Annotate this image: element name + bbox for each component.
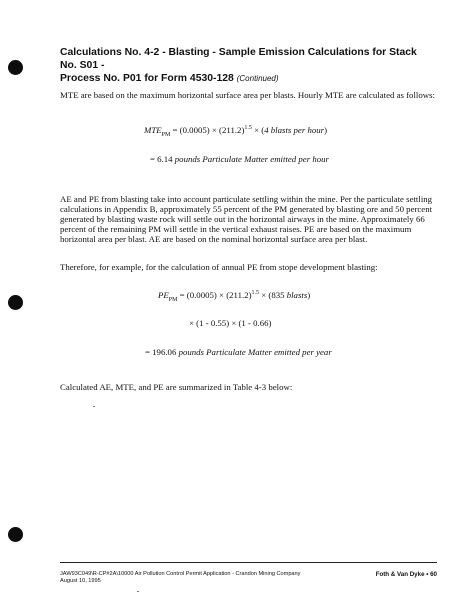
calculation-heading: [60, 46, 430, 85]
eq1-close: ): [324, 125, 327, 135]
eq1-lhs-sub: PM: [161, 131, 171, 138]
equation-pe-result: [145, 347, 332, 357]
footer-line-1: [60, 571, 300, 578]
paragraph-summary: Calculated AE, MTE, and PE are summarized in Table 4-3 below:: [60, 382, 293, 392]
eq1-exponent: 1.5: [244, 125, 252, 132]
eq2-result-value: = 196.06: [145, 347, 177, 357]
stray-mark: [93, 406, 95, 407]
heading-line-1: Calculations No. 4-2 - Blasting - Sample Emission Calculations for Stack No. S01 -: [60, 47, 417, 71]
paragraph-mte-basis: MTE are based on the maximum horizontal surface area per blasts. Hourly MTE are calculated as follows:: [60, 90, 435, 100]
eq2-lhs: PE: [158, 290, 169, 300]
eq1-result-units: pounds Particulate Matter emitted per hour: [174, 154, 329, 164]
heading-line-2: [60, 72, 430, 85]
footer-left: [60, 571, 300, 585]
eq1-body-b: × (: [251, 125, 265, 135]
binder-hole-middle: [8, 295, 23, 310]
eq1-result-value: = 6.14: [150, 154, 173, 164]
eq1-body-a: = (0.0005) × (211.2): [170, 125, 245, 135]
eq2-exponent: 1.5: [251, 290, 260, 297]
paragraph-example-intro: Therefore, for example, for the calculation of annual PE from stope development blasting:: [60, 262, 378, 272]
footer-page-credit: Foth & Van Dyke • 60: [375, 571, 437, 578]
eq2-body-a: = (0.0005) × (211.2): [177, 290, 252, 300]
equation-mte: [144, 125, 327, 138]
footer-rule: [60, 562, 437, 563]
footer-doc-title: Air Pollution Control Permit Application - Crandon Mining Company: [134, 571, 301, 577]
eq1-term: 4 blasts per hour: [264, 125, 325, 135]
binder-hole-top: [8, 60, 23, 75]
eq2-close: ): [307, 290, 311, 300]
footer-date: August 10, 1995: [60, 578, 101, 584]
stray-mark-bottom: [137, 591, 139, 592]
eq1-lhs: MTE: [144, 125, 162, 135]
eq2-term: blasts: [286, 290, 308, 300]
equation-pe-line-2: × (1 - 0.55) × (1 - 0.66): [189, 318, 272, 328]
binder-hole-bottom: [8, 527, 23, 542]
eq2-result-units: pounds Particulate Matter emitted per year: [178, 347, 332, 357]
eq2-lhs-sub: PM: [168, 296, 178, 303]
equation-pe: [158, 290, 310, 303]
eq2-body-b: × (835: [259, 290, 287, 300]
continued-label: (Continued): [236, 74, 279, 83]
paragraph-settling: AE and PE from blasting take into account particulate settling within the mine. Per the particulate settling calculations in Appendix B, approximately 55 percent of the PM generated by blasting ore and 50 percent generated by blasting waste rock will settle out in the horizontal airways in the mine. Approximately 66 percent of the remaining PM will settle in the vertical exhaust raises. PE are based on the maximum horizontal area per blast. AE are based on the nominal horizontal surface area per blast.: [60, 194, 433, 244]
equation-mte-result: [150, 154, 329, 164]
heading-line-2-text: Process No. P01 for Form 4530-128: [60, 73, 234, 84]
footer-doc-id: JAW93C049\R-CP#2A\10000: [60, 571, 134, 577]
